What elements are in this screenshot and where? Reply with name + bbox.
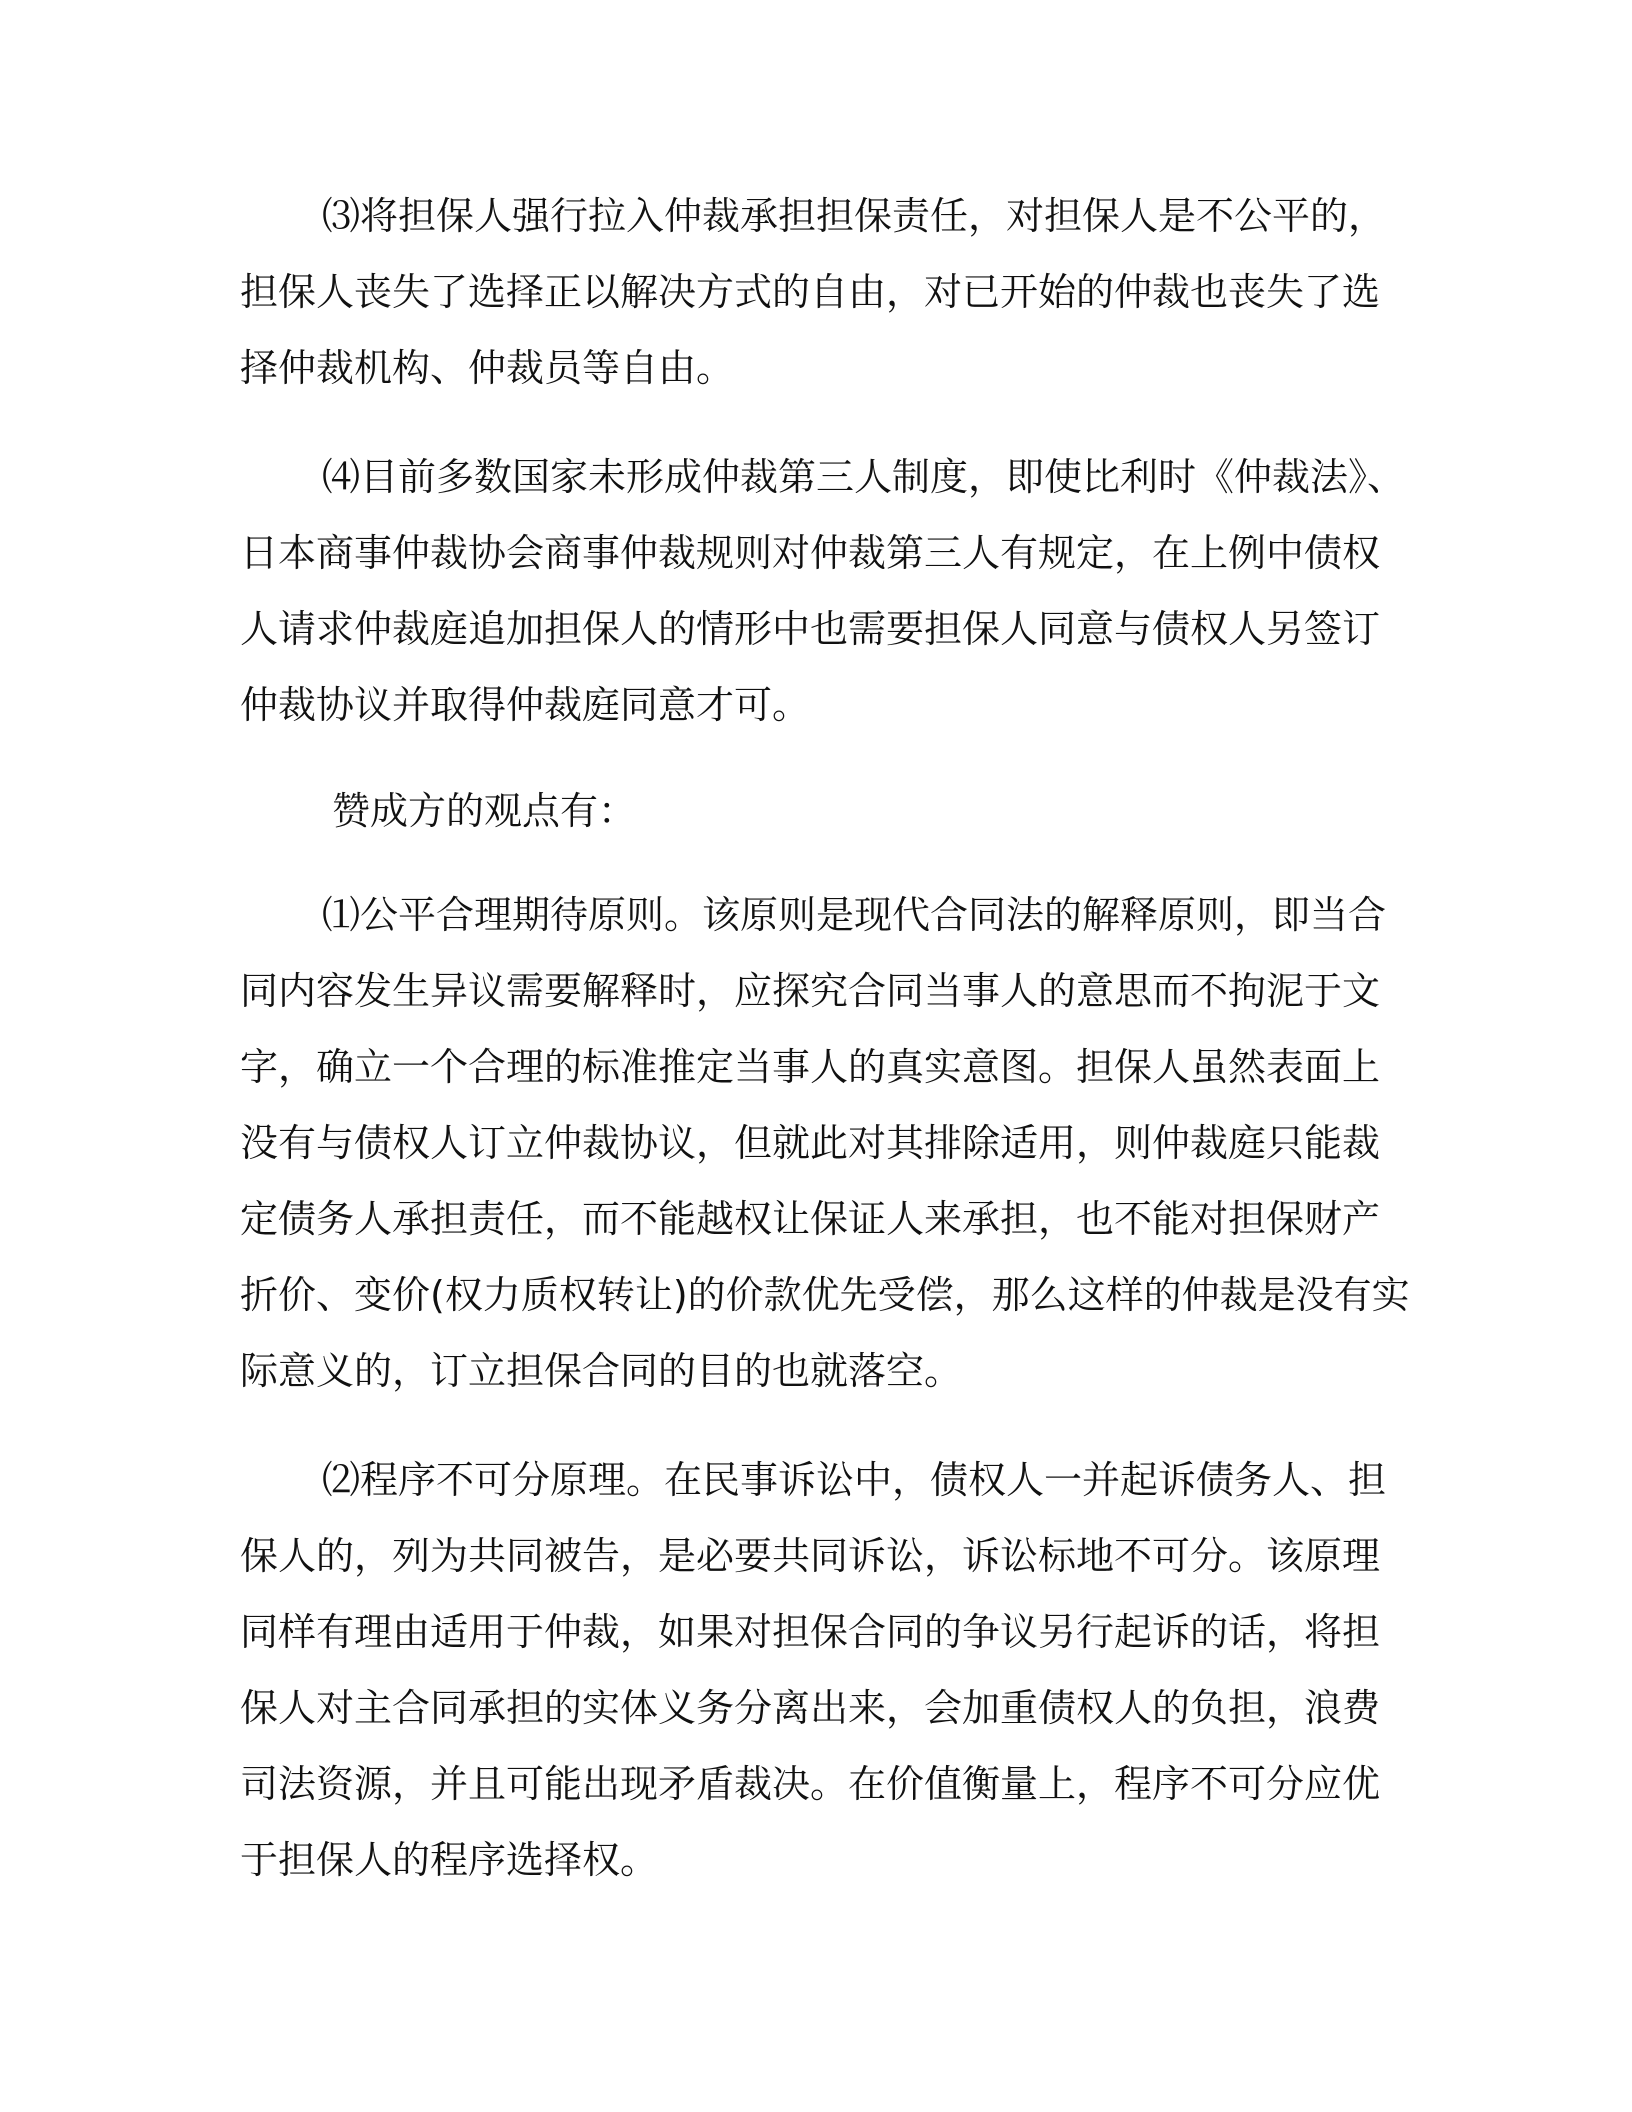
paragraph-line: 仲裁协议并取得仲裁庭同意才可。 [240,683,811,727]
paragraph-line: ⑶将担保人强行拉入仲裁承担担保责任，对担保人是不公平的， [322,194,1387,238]
paragraph-line: ⑴公平合理期待原则。该原则是现代合同法的解释原则，即当合 [322,893,1387,937]
paragraph-line: 定债务人承担责任，而不能越权让保证人来承担，也不能对担保财产 [240,1197,1381,1241]
paragraph-line: 保人对主合同承担的实体义务分离出来，会加重债权人的负担，浪费 [240,1686,1381,1730]
paragraph-line: 同内容发生异议需要解释时，应探究合同当事人的意思而不拘泥于文 [240,969,1381,1013]
paragraph-line: 没有与债权人订立仲裁协议，但就此对其排除适用，则仲裁庭只能裁 [240,1121,1381,1165]
paragraph-line: 同样有理由适用于仲裁，如果对担保合同的争议另行起诉的话，将担 [240,1610,1381,1654]
paragraph-line: 于担保人的程序选择权。 [240,1838,659,1882]
paragraph-line: 日本商事仲裁协会商事仲裁规则对仲裁第三人有规定，在上例中债权 [240,531,1381,575]
paragraph-line: 择仲裁机构、仲裁员等自由。 [240,346,735,390]
paragraph-line: ⑵程序不可分原理。在民事诉讼中，债权人一并起诉债务人、担 [322,1458,1387,1502]
paragraph-line: 际意义的，订立担保合同的目的也就落空。 [240,1349,963,1393]
paragraph-line: 司法资源，并且可能出现矛盾裁决。在价值衡量上，程序不可分应优 [240,1762,1381,1806]
paragraph-line: 赞成方的观点有： [332,789,637,833]
paragraph-line: 折价、变价(权力质权转让)的价款优先受偿，那么这样的仲裁是没有实 [240,1273,1410,1317]
paragraph-line: 保人的，列为共同被告，是必要共同诉讼，诉讼标地不可分。该原理 [240,1534,1381,1578]
paragraph-line: 人请求仲裁庭追加担保人的情形中也需要担保人同意与债权人另签订 [240,607,1381,651]
paragraph-line: 字，确立一个合理的标准推定当事人的真实意图。担保人虽然表面上 [240,1045,1381,1089]
paragraph-line: ⑷目前多数国家未形成仲裁第三人制度，即使比利时《仲裁法》、 [322,455,1406,499]
paragraph-line: 担保人丧失了选择正以解决方式的自由，对已开始的仲裁也丧失了选 [240,270,1381,314]
